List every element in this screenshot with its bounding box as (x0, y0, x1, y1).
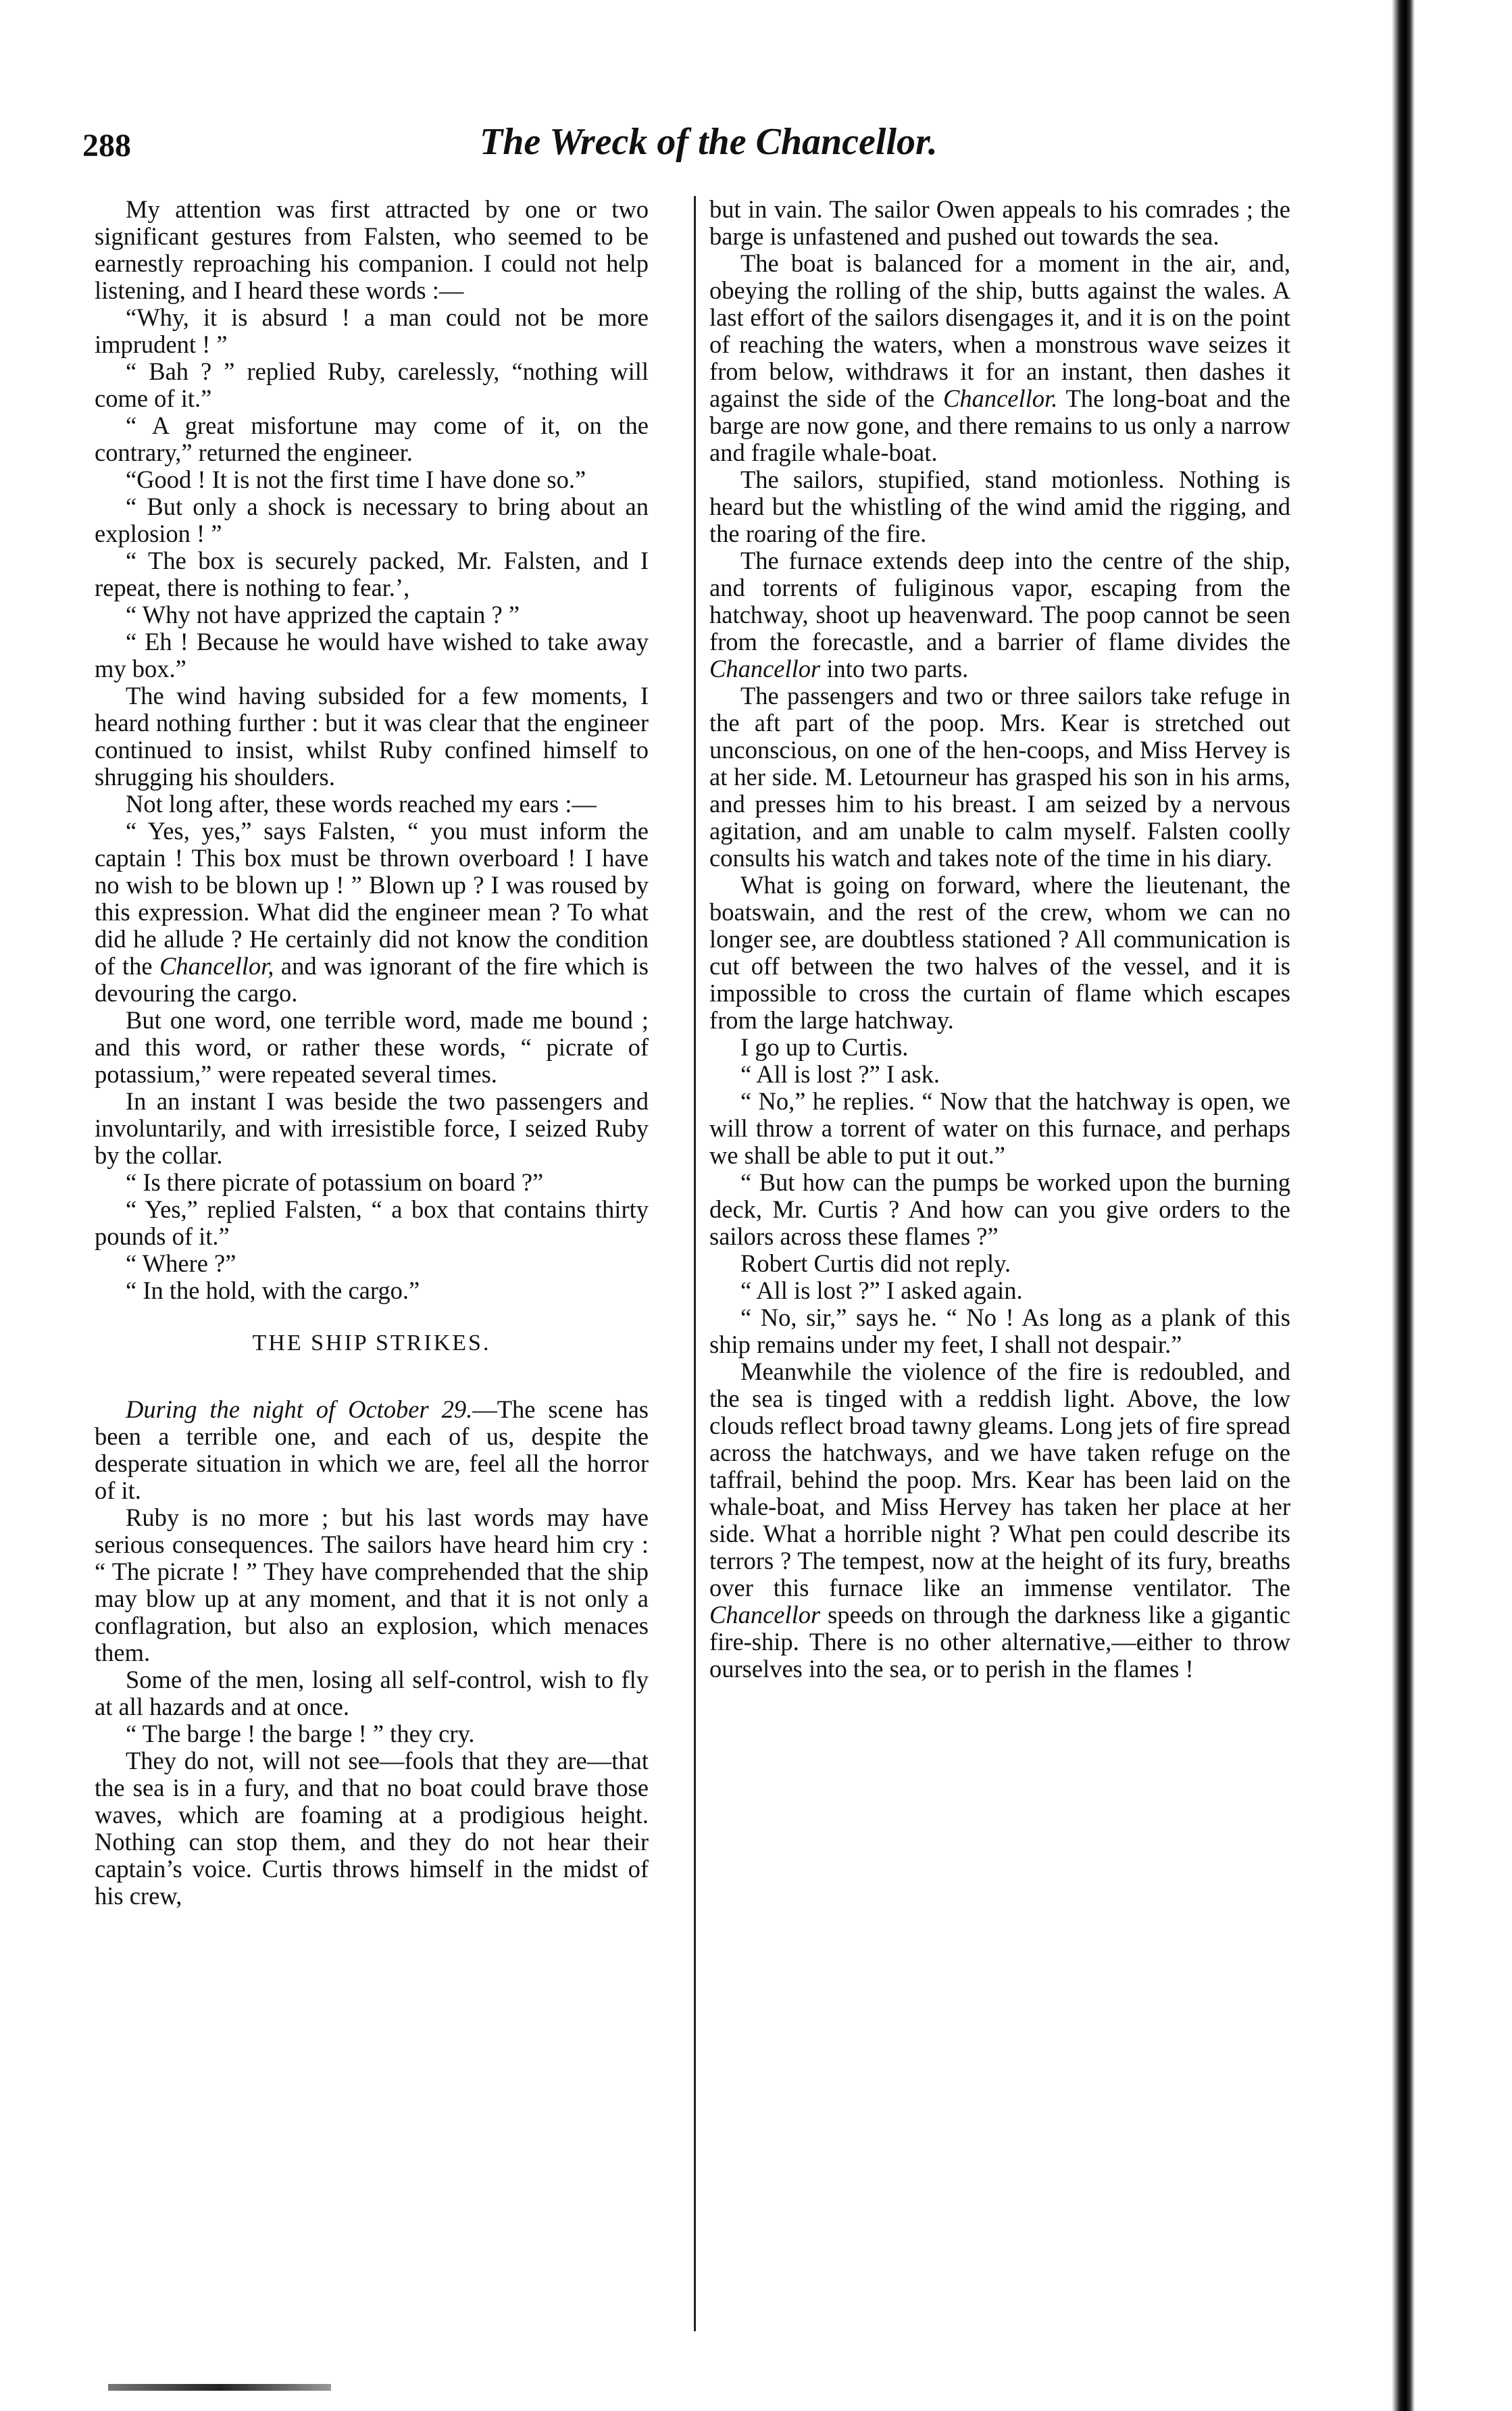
paragraph: They do not, will not see—fools that they are—that the sea is in a fury, and that no boat could brave those waves, which are foaming at a prodigious height. Nothing can stop them, and they do not hear their captain’s voice. Curtis throws himself in the midst of his crew, (95, 1747, 649, 1910)
text-run: Meanwhile the violence of the fire is redoubled, and the sea is tinged with a reddish light. Above, the low clouds reflect broad tawny gleams. Long jets of fire spread across the hatchways, and we have taken refuge on the taffrail, behind the poop. Mrs. Kear has been laid on the whale-boat, and Miss Hervey has taken her place at her side. What a horrible night ? What pen could describe its terrors ? The tempest, now at the height of its fury, breaths over this furnace like an immense ventilator. The (709, 1358, 1290, 1601)
paragraph: “ All is lost ?” I asked again. (740, 1276, 1023, 1304)
paragraph: “ Where ?” (126, 1249, 236, 1277)
left-column (95, 196, 649, 1910)
paragraph: In an instant I was beside the two passengers and involuntarily, and with irresistible force, I seized Ruby by the collar. (95, 1087, 649, 1169)
paragraph: Ruby is no more ; but his last words may have serious consequences. The sailors have heard him cry : “ The picrate ! ” They have comprehended that the ship may blow up at any moment, and that it is not only a conflagration, but also an explosion, which menaces them. (95, 1503, 649, 1666)
text-run: The boat is balanced for a moment in the air, and, obeying the rolling of the ship, butts against the wales. A last effort of the sailors disengages it, and it is on the point of reaching the waters, when a monstrous wave seizes it from below, withdraws it for an instant, then dashes it against the side of the (709, 249, 1290, 412)
text-run: —The scene has been a terrible one, and each of us, despite the desperate situation in which we are, feel all the horror of it. (95, 1395, 649, 1504)
paragraph: “ Why not have apprized the captain ? ” (126, 601, 520, 628)
paragraph: “ Eh ! Because he would have wished to take away my box.” (95, 628, 649, 682)
right-column (709, 196, 1290, 1683)
paragraph: “ But only a shock is necessary to bring about an explosion ! ” (95, 493, 649, 547)
paragraph (709, 547, 1290, 682)
paragraph: “ The barge ! the barge ! ” they cry. (126, 1720, 475, 1747)
text-run: “ Yes, yes,” says Falsten, “ you must inform the captain ! This box must be thrown overboard ! I have no wish to be blown up ! ” Blown up ? I was roused by this expression. What did the engineer mean ? To what did he allude ? He certainly did not know the condition of the (95, 817, 649, 980)
paragraph: I go up to Curtis. (740, 1033, 909, 1061)
paragraph: Not long after, these words reached my ears :— (126, 790, 597, 818)
scan-mark (108, 2384, 331, 2391)
paragraph: “ Is there picrate of potassium on board ?” (126, 1168, 544, 1196)
paragraph: My attention was first attracted by one or two significant gestures from Falsten, who seemed to be earnestly reproaching his companion. I could not help listening, and I heard these words :— (95, 195, 649, 304)
binding-edge-shadow (1392, 0, 1415, 2411)
section-heading: THE SHIP STRIKES. (252, 1331, 491, 1356)
ship-name: Chancellor. (943, 384, 1058, 412)
page-header (81, 120, 1290, 174)
text-run: speeds on through the darkness like a gigantic fire-ship. There is no other alternative,—either to throw ourselves into the sea, or to perish in the flames ! (709, 1601, 1290, 1683)
paragraph: “Why, it is absurd ! a man could not be more imprudent ! ” (95, 303, 649, 358)
page-number: 288 (82, 128, 131, 164)
paragraph: “ All is lost ?” I ask. (740, 1060, 940, 1088)
paragraph: “Good ! It is not the first time I have done so.” (126, 466, 586, 493)
running-title: The Wreck of the Chancellor. (480, 121, 938, 163)
ship-name: Chancellor, (159, 952, 274, 980)
paragraph: But one word, one terrible word, made me bound ; and this word, or rather these words, “ picrate of potassium,” were repeated several times. (95, 1006, 649, 1088)
ship-name: Chancellor (709, 1601, 821, 1629)
text-run: The furnace extends deep into the centre of the ship, and torrents of fuliginous vapor, escaping from the hatchway, shoot up heavenward. The poop cannot be seen from the forecastle, and a barrier of flame divides the (709, 547, 1290, 655)
paragraph: “ A great misfortune may come of it, on the contrary,” returned the engineer. (95, 412, 649, 466)
paragraph: “ Bah ? ” replied Ruby, carelessly, “nothing will come of it.” (95, 357, 649, 412)
paragraph (95, 818, 649, 1007)
paragraph: Robert Curtis did not reply. (740, 1249, 1011, 1277)
paragraph: What is going on forward, where the lieutenant, the boatswain, and the rest of the crew, whom we can no longer see, are doubtless stationed ? All communication is cut off between the two halves of the vessel, and it is impossible to cross the curtain of flame which escapes from the large hatchway. (709, 871, 1290, 1034)
text-run: The long-boat and the barge are now gone, and there remains to us only a narrow and fragile whale-boat. (709, 384, 1290, 466)
paragraph (95, 1396, 649, 1504)
ship-name: Chancellor (709, 655, 821, 682)
paragraph: The passengers and two or three sailors take refuge in the aft part of the poop. Mrs. Kear is stretched out unconscious, on one of the hen-coops, and Miss Hervey is at her side. M. Letourneur has grasped his son in his arms, and presses him to his breast. I am seized by a nervous agitation, and am unable to calm myself. Falsten coolly consults his watch and takes note of the time in his diary. (709, 682, 1290, 872)
paragraph: The sailors, stupified, stand motionless. Nothing is heard but the whistling of the wind amid the rigging, and the roaring of the fire. (709, 466, 1290, 547)
text-run: into two parts. (820, 655, 969, 682)
paragraph: “ Yes,” replied Falsten, “ a box that contains thirty pounds of it.” (95, 1195, 649, 1250)
date-heading: During the night of October 29. (126, 1395, 473, 1423)
column-divider (694, 196, 696, 2331)
paragraph (709, 1358, 1290, 1683)
paragraph: “ The box is securely packed, Mr. Falsten, and I repeat, there is nothing to fear.’, (95, 547, 649, 601)
paragraph: “ In the hold, with the cargo.” (126, 1276, 420, 1304)
paragraph (709, 250, 1290, 466)
paragraph: “ No, sir,” says he. “ No ! As long as a plank of this ship remains under my feet, I shall not despair.” (709, 1303, 1290, 1358)
paragraph: but in vain. The sailor Owen appeals to his comrades ; the barge is unfastened and pushed out towards the sea. (709, 195, 1290, 250)
paragraph: Some of the men, losing all self-control, wish to fly at all hazards and at once. (95, 1666, 649, 1720)
paragraph: “ But how can the pumps be worked upon the burning deck, Mr. Curtis ? And how can you give orders to the sailors across these flames ?” (709, 1168, 1290, 1250)
text-run: and was ignorant of the fire which is devouring the cargo. (95, 952, 649, 1007)
paragraph: The wind having subsided for a few moments, I heard nothing further : but it was clear that the engineer continued to insist, whilst Ruby confined himself to shrugging his shoulders. (95, 682, 649, 791)
paragraph: “ No,” he replies. “ Now that the hatchway is open, we will throw a torrent of water on this furnace, and perhaps we shall be able to put it out.” (709, 1087, 1290, 1169)
